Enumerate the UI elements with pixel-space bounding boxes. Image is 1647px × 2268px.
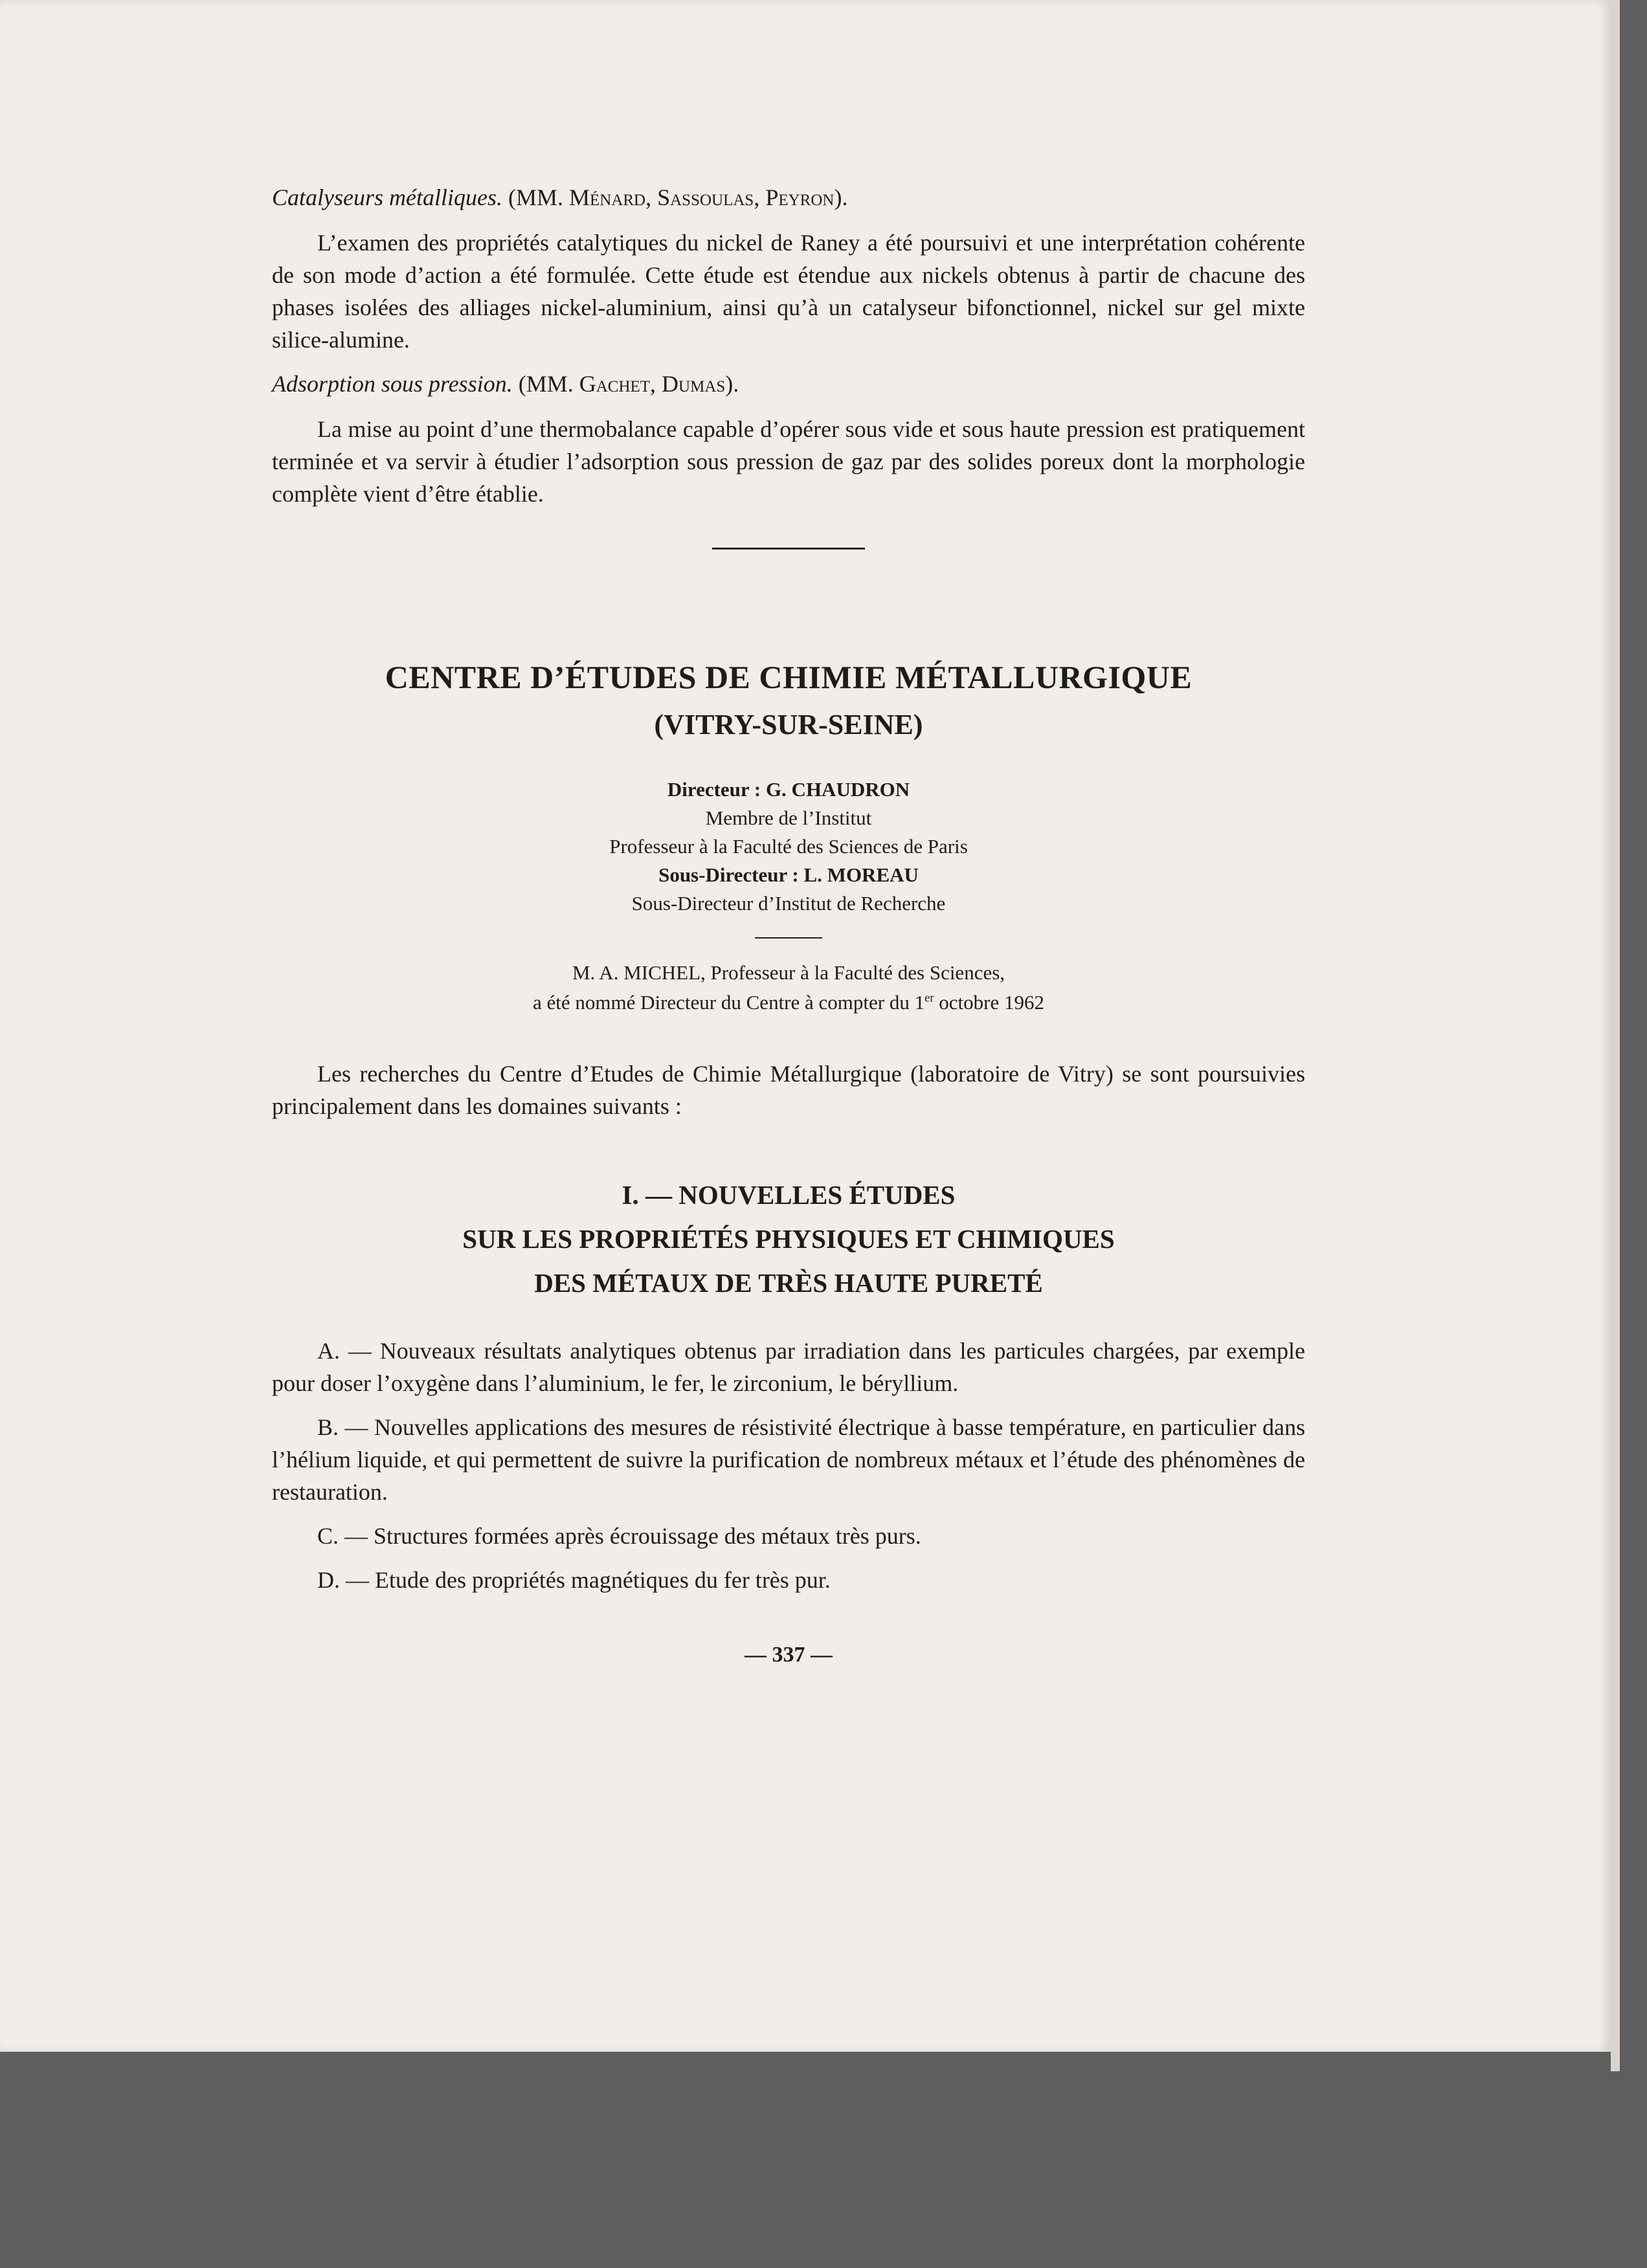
appointment-note-text: a été nommé Directeur du Centre à compter du 1 [532,991,925,1014]
page-number: — 337 — [745,1643,833,1667]
subdirector-line: Sous-Directeur : L. MOREAU [658,863,919,886]
appointment-note-line-1: M. A. MICHEL, Professeur à la Faculté des Sciences, [572,961,1005,984]
list-item: C. — Structures formées après écrouissage des métaux très purs. [317,1523,921,1549]
adsorption-heading-names: (MM. Gachet, Dumas). [518,371,739,397]
section-1-title-line-2: SUR LES PROPRIÉTÉS PHYSIQUES ET CHIMIQUES [462,1224,1115,1254]
centre-title: CENTRE D’ÉTUDES DE CHIMIE MÉTALLURGIQUE [385,659,1193,695]
adsorption-heading [272,368,1305,400]
catalysts-paragraph: L’examen des propriétés catalytiques du nickel de Raney a été poursuivi et une interprétation cohérente de son mode d’action a été formulée. Cette étude est étendue aux nickels obtenus à partir de chacune des phases isolées des alliages nickel-aluminium, ainsi qu’à un catalyseur bifonctionnel, nickel sur gel mixte silice-alumine. [272,230,1305,353]
section-1-title-line-3: DES MÉTAUX DE TRÈS HAUTE PURETÉ [534,1268,1043,1298]
catalysts-heading-title: Catalyseurs métalliques. [272,184,502,210]
appointment-note-date: octobre 1962 [934,991,1045,1014]
director-line: Directeur : G. CHAUDRON [667,778,910,801]
staff-block [272,775,1305,918]
page-edge [1611,0,1620,2071]
list-item: B. — Nouvelles applications des mesures de résistivité électrique à basse température, en particulier dans l’hélium liquide, et qui permettent de suivre la purification de nombreux métaux et l’étude des phénomènes de restauration. [272,1414,1305,1505]
appointment-note [272,958,1305,1017]
list-item: D. — Etude des propriétés magnétiques du fer très pur. [317,1567,831,1593]
catalysts-heading-names: (MM. Ménard, Sassoulas, Peyron). [508,184,848,210]
staff-divider [755,937,822,939]
list-item: A. — Nouveaux résultats analytiques obtenus par irradiation dans les particules chargées, par exemple pour doser l’oxygène dans l’aluminium, le fer, le zirconium, le béryllium. [272,1338,1305,1396]
adsorption-paragraph: La mise au point d’une thermobalance capable d’opérer sous vide et sous haute pression est pratiquement terminée et va servir à étudier l’adsorption sous pression de gaz par des solides poreux dont la morphologie complète vient d’être établie. [272,416,1305,507]
subdirector-role: Sous-Directeur d’Institut de Recherche [631,892,946,915]
catalysts-heading [272,181,1305,214]
page-content [272,181,1305,1671]
section-divider [712,548,865,550]
director-role-2: Professeur à la Faculté des Sciences de Paris [609,835,968,858]
centre-subtitle: (VITRY-SUR-SEINE) [654,709,923,740]
adsorption-heading-title: Adsorption sous pression. [272,371,513,397]
director-role-1: Membre de l’Institut [705,806,872,829]
appointment-note-line-2 [272,988,1305,1017]
section-1-title-line-1: I. — NOUVELLES ÉTUDES [622,1180,956,1210]
section-1-list [272,1335,1305,1596]
section-1-title [272,1173,1305,1305]
appointment-note-sup: er [924,991,934,1005]
research-intro: Les recherches du Centre d’Etudes de Chimie Métallurgique (laboratoire de Vitry) se sont poursuivies principalement dans les domaines suivants : [272,1061,1305,1119]
